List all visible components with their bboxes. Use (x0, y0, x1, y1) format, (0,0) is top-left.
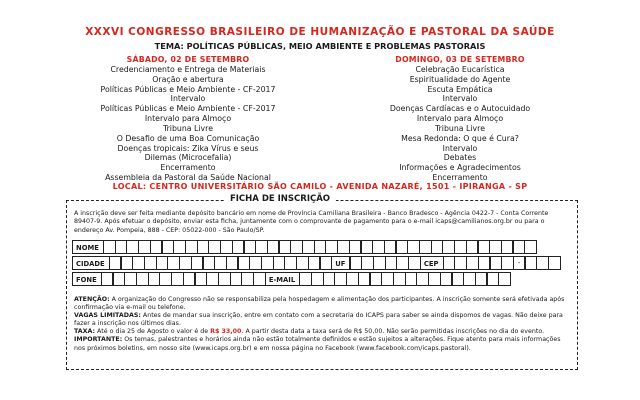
char-box[interactable] (103, 240, 116, 254)
char-box[interactable] (349, 240, 362, 254)
char-box[interactable] (232, 240, 245, 254)
char-box[interactable] (372, 240, 385, 254)
form-title: FICHA DE INSCRIÇÃO (224, 194, 336, 204)
schedule-item: Tribuna Livre (434, 123, 486, 133)
sunday-schedule (340, 55, 580, 183)
char-box[interactable] (442, 240, 455, 254)
fone-label: FONE (72, 272, 102, 286)
char-box[interactable] (373, 256, 386, 270)
char-box[interactable] (203, 256, 216, 270)
char-box[interactable] (381, 272, 394, 286)
cep-label: CEP (420, 256, 444, 270)
char-box[interactable] (218, 272, 231, 286)
char-box[interactable] (536, 256, 549, 270)
schedule-item: Políticas Públicas e Meio Ambiente - CF-2017 (100, 84, 276, 94)
char-box[interactable] (279, 240, 292, 254)
char-box[interactable] (299, 272, 312, 286)
uf-input[interactable] (350, 256, 420, 270)
schedule-item: Intervalo para Almoço (144, 114, 232, 124)
schedule-item: Credenciamento e Entrega de Materiais (110, 64, 266, 74)
cep-suffix-input[interactable] (525, 256, 560, 270)
char-box[interactable] (167, 256, 180, 270)
congress-title: XXXVI CONGRESSO BRASILEIRO DE HUMANIZAÇÃO E PASTORAL DA SAÚDE (85, 26, 555, 38)
char-box[interactable] (385, 256, 398, 270)
schedule-item: Encerramento (432, 173, 488, 183)
form-notes (74, 296, 572, 353)
char-box[interactable] (230, 272, 243, 286)
char-box[interactable] (350, 256, 363, 270)
char-box[interactable] (101, 272, 114, 286)
char-box[interactable] (138, 240, 151, 254)
cidade-input[interactable] (109, 256, 331, 270)
char-box[interactable] (284, 256, 297, 270)
char-box[interactable] (454, 240, 467, 254)
schedule-item: Dilemas (Microcefalia) (144, 153, 232, 163)
char-box[interactable] (396, 240, 409, 254)
schedule-item: Mesa Redonda: O que é Cura? (401, 133, 519, 143)
char-box[interactable] (361, 256, 374, 270)
char-box[interactable] (320, 256, 333, 270)
schedule-item: O Desafio de uma Boa Comunicação (116, 133, 260, 143)
char-box[interactable] (513, 240, 526, 254)
char-box[interactable] (478, 240, 491, 254)
char-box[interactable] (405, 272, 418, 286)
char-box[interactable] (136, 272, 149, 286)
char-box[interactable] (267, 240, 280, 254)
char-box[interactable] (159, 272, 172, 286)
char-box[interactable] (440, 272, 453, 286)
char-box[interactable] (220, 240, 233, 254)
char-box[interactable] (370, 272, 383, 286)
schedule-item: Intervalo (442, 94, 478, 104)
note-atencao: ATENÇÃO: A organização do Congresso não se responsabiliza pela hospedagem e alimentação dos participantes. A inscrição somente será efetivada após confirmação via e-mail ou telefone. (74, 296, 565, 312)
char-box[interactable] (416, 272, 429, 286)
char-box[interactable] (490, 256, 503, 270)
char-box[interactable] (463, 272, 476, 286)
char-box[interactable] (197, 240, 210, 254)
note-importante: IMPORTANTE: Os temas, palestrantes e horários ainda não estão totalmente definidos e estão sujeitos a alterações. Fique atento para mais informações nos próximos boletins, em nosso site (www.icaps.org.br) e em nossa página no Facebook (www.facebook.com/icaps.pastoral). (74, 336, 561, 352)
char-box[interactable] (443, 256, 456, 270)
contact-row (72, 272, 572, 286)
char-box[interactable] (249, 256, 262, 270)
char-box[interactable] (261, 256, 274, 270)
schedule-item: Assembleia da Pastoral da Saúde Nacional (105, 173, 271, 183)
cidade-label: CIDADE (72, 256, 110, 270)
char-box[interactable] (162, 240, 175, 254)
char-box[interactable] (253, 272, 266, 286)
char-box[interactable] (195, 272, 208, 286)
schedule-item: Intervalo para Almoço (416, 114, 504, 124)
char-box[interactable] (501, 240, 514, 254)
char-box[interactable] (431, 240, 444, 254)
char-box[interactable] (487, 272, 500, 286)
schedule-item: Doenças Cardíacas e o Autocuidado (389, 104, 531, 114)
fone-input[interactable] (101, 272, 265, 286)
char-box[interactable] (407, 240, 420, 254)
cep-input[interactable] (443, 256, 513, 270)
congress-theme: TEMA: POLÍTICAS PÚBLICAS, MEIO AMBIENTE E PROBLEMAS PASTORAIS (154, 41, 486, 51)
char-box[interactable] (126, 240, 139, 254)
char-box[interactable] (525, 256, 538, 270)
char-box[interactable] (475, 272, 488, 286)
char-box[interactable] (524, 240, 537, 254)
char-box[interactable] (206, 272, 219, 286)
char-box[interactable] (173, 240, 186, 254)
schedule-item: Oração e abertura (152, 74, 224, 84)
note-taxa: TAXA: Até o dia 25 de Agosto o valor é de R$ 33,00. A partir desta data a taxa será de R$ 50,00. Não serão permitidas inscrições no dia do evento. (74, 328, 545, 336)
char-box[interactable] (171, 272, 184, 286)
nome-row (72, 240, 572, 254)
char-box[interactable] (396, 256, 409, 270)
saturday-heading: SÁBADO, 02 DE SETEMBRO (126, 55, 250, 64)
saturday-schedule (68, 55, 308, 183)
char-box[interactable] (132, 256, 145, 270)
char-box[interactable] (314, 240, 327, 254)
char-box[interactable] (150, 240, 163, 254)
char-box[interactable] (238, 256, 251, 270)
char-box[interactable] (148, 272, 161, 286)
schedule-item: Doenças tropicais: Zika Vírus e seus (117, 143, 259, 153)
char-box[interactable] (226, 256, 239, 270)
char-box[interactable] (501, 256, 514, 270)
char-box[interactable] (384, 240, 397, 254)
form-intro: A inscrição deve ser feita mediante depósito bancário em nome de Província Camiliana Brasileira - Banco Bradesco - Agência 0422-7 - Conta Corrente 89407-9. Após efetuar o depósito, enviar esta ficha, juntamente com o comprovante de pagamento para o e-mail icaps@camilianos.org.br ou para o endereço Av. Pompeia, 888 - CEP: 05022-000 - São Paulo/SP. (74, 210, 549, 234)
char-box[interactable] (244, 240, 257, 254)
char-box[interactable] (296, 256, 309, 270)
char-box[interactable] (208, 240, 221, 254)
email-label: E-MAIL (265, 272, 300, 286)
char-box[interactable] (452, 272, 465, 286)
nome-input[interactable] (103, 240, 536, 254)
schedule-item: Tribuna Livre (162, 123, 214, 133)
char-box[interactable] (302, 240, 315, 254)
char-box[interactable] (124, 272, 137, 286)
char-box[interactable] (255, 240, 268, 254)
char-box[interactable] (498, 272, 511, 286)
schedule-item: Intervalo (442, 143, 478, 153)
char-box[interactable] (334, 272, 347, 286)
char-box[interactable] (466, 256, 479, 270)
cidade-row (72, 256, 572, 270)
char-box[interactable] (323, 272, 336, 286)
char-box[interactable] (346, 272, 359, 286)
char-box[interactable] (361, 240, 374, 254)
char-box[interactable] (113, 272, 126, 286)
char-box[interactable] (466, 240, 479, 254)
email-input[interactable] (299, 272, 510, 286)
char-box[interactable] (290, 240, 303, 254)
char-box[interactable] (308, 256, 321, 270)
char-box[interactable] (121, 256, 134, 270)
char-box[interactable] (191, 256, 204, 270)
char-box[interactable] (428, 272, 441, 286)
char-box[interactable] (214, 256, 227, 270)
char-box[interactable] (273, 256, 286, 270)
char-box[interactable] (478, 256, 491, 270)
schedule-item: Debates (443, 153, 477, 163)
schedule-item: Escuta Empática (427, 84, 493, 94)
char-box[interactable] (419, 240, 432, 254)
char-box[interactable] (311, 272, 324, 286)
schedule-item: Espiritualidade do Agente (409, 74, 511, 84)
sunday-heading: DOMINGO, 03 DE SETEMBRO (395, 55, 525, 64)
char-box[interactable] (156, 256, 169, 270)
note-vagas: VAGAS LIMITADAS: Antes de mandar sua inscrição, entre em contato com a secretaria do ICAPS para saber se ainda dispomos de vagas. Não deixe para fazer a inscrição nos últimos dias. (74, 312, 563, 328)
char-box[interactable] (408, 256, 421, 270)
schedule-item: Intervalo (170, 94, 206, 104)
uf-label: UF (331, 256, 350, 270)
schedule-item: Celebração Eucarística (415, 64, 505, 74)
char-box[interactable] (325, 240, 338, 254)
char-box[interactable] (183, 272, 196, 286)
nome-label: NOME (72, 240, 104, 254)
char-box[interactable] (393, 272, 406, 286)
schedule-item: Informações e Agradecimentos (399, 163, 521, 173)
char-box[interactable] (489, 240, 502, 254)
char-box[interactable] (185, 240, 198, 254)
schedule-item: Políticas Públicas e Meio Ambiente - CF-2017 (100, 104, 276, 114)
char-box[interactable] (115, 240, 128, 254)
cep-dash: - (513, 256, 526, 270)
char-box[interactable] (548, 256, 561, 270)
char-box[interactable] (144, 256, 157, 270)
char-box[interactable] (241, 272, 254, 286)
char-box[interactable] (358, 272, 371, 286)
schedule-item: Encerramento (160, 163, 216, 173)
char-box[interactable] (179, 256, 192, 270)
char-box[interactable] (109, 256, 122, 270)
char-box[interactable] (454, 256, 467, 270)
event-location: LOCAL: CENTRO UNIVERSITÁRIO SÃO CAMILO - AVENIDA NAZARÉ, 1501 - IPIRANGA - SP (112, 182, 528, 191)
char-box[interactable] (337, 240, 350, 254)
